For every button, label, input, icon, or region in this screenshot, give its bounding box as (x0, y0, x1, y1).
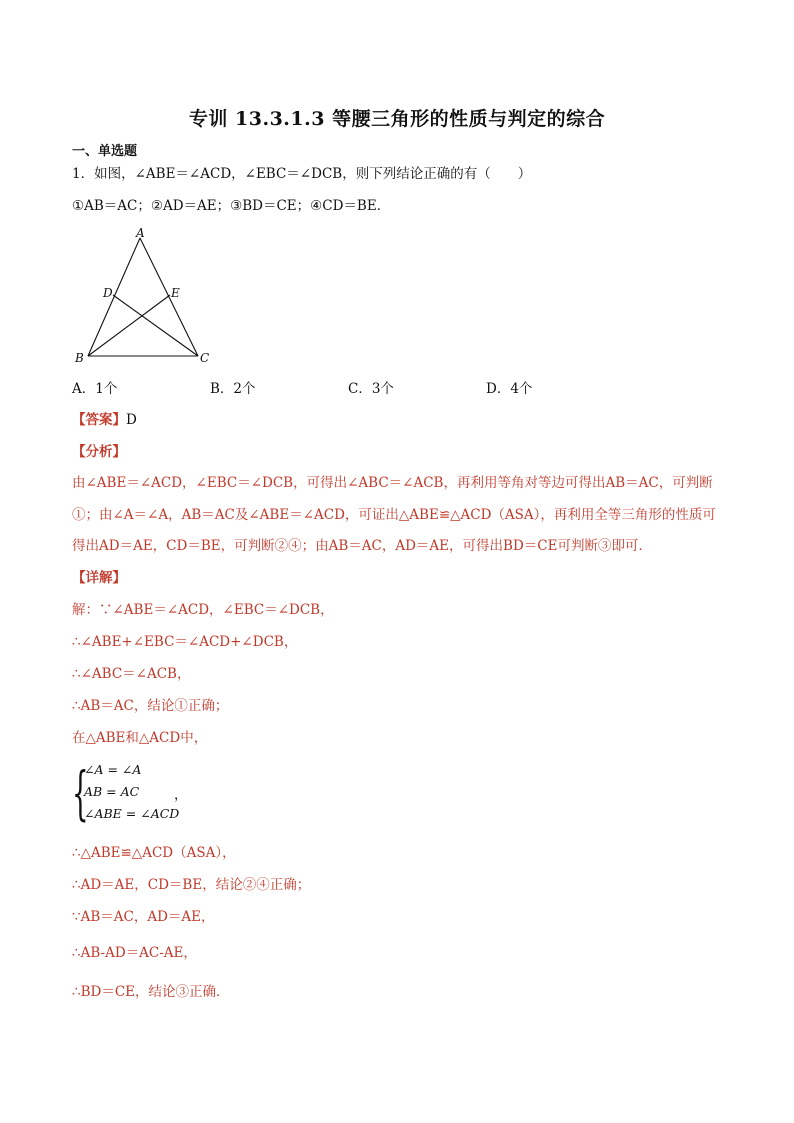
question-statements: ①AB＝AC；②AD＝AE；③BD＝CE；④CD＝BE． (72, 198, 391, 214)
detail-tag: 【详解】 (72, 570, 126, 586)
triangle-figure (70, 226, 220, 371)
detail-line-6: ∴△ABE≌△ACD（ASA）， (72, 845, 236, 861)
detail-line-4: ∴AB＝AC，结论①正确； (72, 698, 229, 714)
section-heading: 一、单选题 (72, 144, 138, 159)
equation-system (72, 760, 212, 826)
detail-line-9: ∴AB-AD＝AC-AE， (72, 945, 197, 961)
option-c: C．3个 (348, 381, 394, 397)
side-ac (140, 238, 198, 356)
system-row-3: ∠ABE = ∠ACD (84, 806, 180, 821)
segment-cd (113, 295, 198, 356)
answer-tag: 【答案】 (72, 412, 126, 428)
detail-line-8: ∵AB＝AC，AD＝AE， (72, 909, 215, 925)
analysis-tag: 【分析】 (72, 444, 126, 460)
detail-line-7: ∴AD＝AE，CD＝BE，结论②④正确； (72, 877, 311, 893)
label-e: E (171, 286, 180, 300)
analysis-line-2: ①；由∠A＝∠A，AB＝AC及∠ABE＝∠ACD，可证出△ABE≌△ACD（ASA），再利用全等三角形的性质可 (72, 507, 716, 523)
option-a: A．1个 (72, 381, 118, 397)
system-tail: ， (174, 787, 188, 803)
option-d: D．4个 (486, 381, 533, 397)
answer-value: D (126, 412, 137, 428)
detail-line-5: 在△ABE和△ACD中， (72, 730, 208, 746)
question-stem: 1．如图，∠ABE＝∠ACD，∠EBC＝∠DCB，则下列结论正确的有（ ） (72, 166, 532, 182)
label-d: D (103, 286, 113, 300)
system-row-2: AB = AC (84, 784, 140, 799)
option-b: B．2个 (210, 381, 256, 397)
system-row-1: ∠A = ∠A (84, 762, 142, 777)
detail-line-2: ∴∠ABE+∠EBC＝∠ACD+∠DCB， (72, 634, 298, 650)
label-b: B (75, 351, 84, 365)
detail-line-1: 解：∵∠ABE＝∠ACD，∠EBC＝∠DCB， (72, 602, 334, 618)
answer-line (72, 410, 137, 430)
left-brace: { (72, 759, 89, 827)
analysis-line-3: 得出AD＝AE，CD＝BE，可判断②④；由AB＝AC，AD＝AE，可得出BD＝CE可判断③即可． (72, 538, 652, 554)
analysis-line-1: 由∠ABE＝∠ACD，∠EBC＝∠DCB，可得出∠ABC＝∠ACB，再利用等角对等边可得出AB＝AC，可判断 (72, 475, 713, 491)
detail-line-3: ∴∠ABC＝∠ACB， (72, 666, 191, 682)
page-title: 专训 13.3.1.3 等腰三角形的性质与判定的综合 (188, 108, 606, 130)
side-ab (88, 238, 140, 356)
label-a: A (136, 226, 145, 240)
segment-be (88, 295, 170, 356)
detail-line-10: ∴BD＝CE，结论③正确． (72, 984, 230, 1000)
label-c: C (200, 351, 210, 365)
